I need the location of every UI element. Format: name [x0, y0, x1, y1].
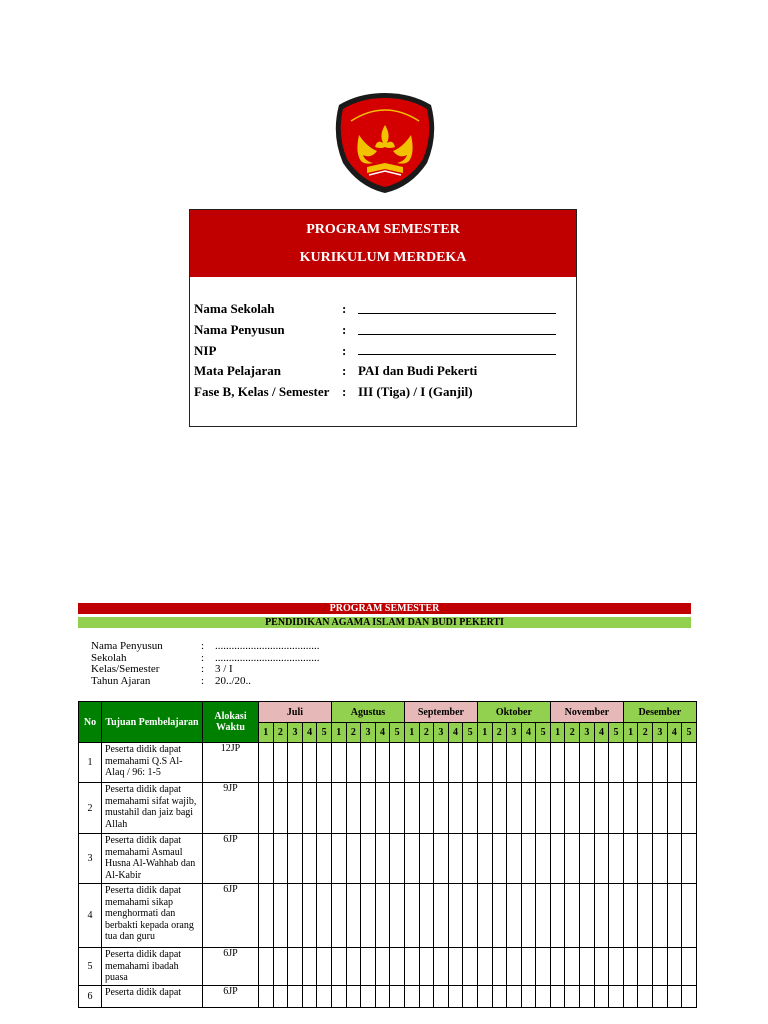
cover-row-nip: [194, 340, 576, 361]
week-cell: [667, 884, 682, 948]
cover-subtitle: KURIKULUM MERDEKA: [299, 250, 467, 265]
week-cell: [682, 985, 697, 1007]
week-cell: [375, 783, 390, 834]
table-row: [79, 834, 697, 884]
week-cell: [390, 884, 405, 948]
week-cell: [638, 783, 653, 834]
week-cell: [653, 985, 668, 1007]
week-cell: [477, 948, 492, 986]
week-cell: [550, 783, 565, 834]
week-cell: [273, 985, 288, 1007]
row-tujuan: Peserta didik dapat: [102, 985, 203, 1007]
week-cell: [463, 834, 478, 884]
row-tujuan: Peserta didik dapat memahami Q.S Al-Alaq / 96: 1-5: [102, 743, 203, 783]
cover-value: III (Tiga) / I (Ganjil): [358, 384, 473, 400]
week-cell: [638, 948, 653, 986]
cover-colon: :: [342, 363, 347, 379]
week-cell: [565, 783, 580, 834]
week-number: 3: [361, 723, 376, 743]
week-number: 5: [609, 723, 624, 743]
week-cell: [434, 834, 449, 884]
week-number: 4: [302, 723, 317, 743]
week-number: 5: [463, 723, 478, 743]
month-header: Desember: [623, 702, 696, 723]
row-tujuan: Peserta didik dapat memahami sikap menghormati dan berbakti kepada orang tua dan guru: [102, 884, 203, 948]
week-number: 3: [288, 723, 303, 743]
table-row: [79, 985, 697, 1007]
week-number: 3: [434, 723, 449, 743]
week-cell: [302, 884, 317, 948]
row-alokasi: 6JP: [203, 834, 259, 884]
week-cell: [536, 834, 551, 884]
week-cell: [565, 884, 580, 948]
week-cell: [346, 948, 361, 986]
week-number: 3: [653, 723, 668, 743]
cover-box: [189, 209, 577, 427]
week-cell: [667, 783, 682, 834]
week-cell: [580, 783, 595, 834]
week-cell: [288, 884, 303, 948]
week-cell: [463, 743, 478, 783]
week-cell: [259, 834, 274, 884]
week-cell: [521, 783, 536, 834]
week-cell: [507, 743, 522, 783]
week-cell: [521, 834, 536, 884]
week-cell: [536, 884, 551, 948]
week-cell: [507, 783, 522, 834]
week-cell: [361, 743, 376, 783]
week-cell: [580, 884, 595, 948]
week-cell: [667, 743, 682, 783]
week-cell: [404, 783, 419, 834]
week-cell: [361, 884, 376, 948]
week-cell: [521, 948, 536, 986]
info-row: [91, 641, 320, 653]
week-cell: [682, 783, 697, 834]
week-cell: [536, 985, 551, 1007]
row-alokasi: 9JP: [203, 783, 259, 834]
week-cell: [667, 834, 682, 884]
week-cell: [609, 884, 624, 948]
week-cell: [536, 743, 551, 783]
week-cell: [609, 985, 624, 1007]
cover-blank-line: [358, 344, 556, 355]
header-no: No: [79, 702, 102, 743]
week-cell: [653, 948, 668, 986]
cover-blank-line: [358, 303, 556, 314]
week-number: 5: [317, 723, 332, 743]
info-label: Nama Penyusun: [91, 640, 163, 652]
week-cell: [331, 783, 346, 834]
week-cell: [317, 783, 332, 834]
week-cell: [638, 985, 653, 1007]
week-cell: [331, 985, 346, 1007]
week-cell: [653, 884, 668, 948]
info-value: ......................................: [215, 640, 320, 652]
info-row: [91, 676, 320, 688]
week-number: 1: [550, 723, 565, 743]
table-row: [79, 743, 697, 783]
week-cell: [273, 743, 288, 783]
table-row: [79, 948, 697, 986]
week-cell: [492, 743, 507, 783]
week-cell: [536, 948, 551, 986]
week-cell: [302, 783, 317, 834]
month-header: Oktober: [477, 702, 550, 723]
sheet-info: [91, 641, 320, 687]
week-cell: [653, 743, 668, 783]
week-cell: [273, 884, 288, 948]
week-number: 1: [623, 723, 638, 743]
week-cell: [390, 834, 405, 884]
cover-label: Mata Pelajaran: [194, 363, 282, 379]
week-number: 1: [477, 723, 492, 743]
week-number: 5: [682, 723, 697, 743]
week-cell: [259, 884, 274, 948]
week-cell: [594, 948, 609, 986]
week-cell: [550, 834, 565, 884]
week-cell: [638, 884, 653, 948]
cover-colon: :: [342, 301, 347, 317]
week-cell: [404, 948, 419, 986]
week-cell: [448, 743, 463, 783]
week-cell: [580, 834, 595, 884]
week-cell: [623, 743, 638, 783]
week-cell: [463, 985, 478, 1007]
week-number: 1: [404, 723, 419, 743]
week-cell: [361, 985, 376, 1007]
week-cell: [302, 948, 317, 986]
week-number: 2: [492, 723, 507, 743]
week-cell: [273, 783, 288, 834]
week-number: 3: [580, 723, 595, 743]
week-cell: [448, 783, 463, 834]
week-cell: [653, 834, 668, 884]
info-row: [91, 664, 320, 676]
week-cell: [623, 834, 638, 884]
week-cell: [609, 743, 624, 783]
week-cell: [419, 948, 434, 986]
schedule-table: [78, 701, 697, 1008]
week-cell: [404, 884, 419, 948]
week-cell: [404, 834, 419, 884]
row-alokasi: 6JP: [203, 948, 259, 986]
week-cell: [273, 834, 288, 884]
week-cell: [419, 985, 434, 1007]
info-label: Tahun Ajaran: [91, 674, 151, 687]
week-cell: [346, 743, 361, 783]
week-cell: [477, 884, 492, 948]
info-value: 20../20..: [215, 674, 252, 687]
cover-blank-line: [358, 324, 556, 335]
week-number: 1: [259, 723, 274, 743]
week-cell: [346, 985, 361, 1007]
week-cell: [288, 743, 303, 783]
week-cell: [492, 948, 507, 986]
week-cell: [419, 743, 434, 783]
week-cell: [477, 834, 492, 884]
week-cell: [580, 743, 595, 783]
week-cell: [594, 783, 609, 834]
week-cell: [302, 985, 317, 1007]
cover-colon: :: [342, 322, 347, 338]
week-cell: [375, 884, 390, 948]
week-cell: [507, 884, 522, 948]
week-cell: [623, 948, 638, 986]
info-label: Kelas/Semester: [91, 663, 160, 675]
week-cell: [302, 834, 317, 884]
week-cell: [477, 743, 492, 783]
week-cell: [317, 743, 332, 783]
week-cell: [594, 884, 609, 948]
week-cell: [521, 884, 536, 948]
row-alokasi: 6JP: [203, 985, 259, 1007]
row-number: 1: [79, 743, 102, 783]
info-value: ......................................: [215, 651, 320, 664]
tut-wuri-handayani-logo: [331, 91, 439, 195]
week-cell: [682, 948, 697, 986]
week-cell: [317, 884, 332, 948]
week-cell: [331, 834, 346, 884]
week-cell: [638, 743, 653, 783]
week-number: 2: [638, 723, 653, 743]
week-cell: [565, 948, 580, 986]
week-cell: [609, 834, 624, 884]
row-alokasi: 6JP: [203, 884, 259, 948]
week-number: 4: [375, 723, 390, 743]
week-number: 2: [273, 723, 288, 743]
week-cell: [638, 834, 653, 884]
week-cell: [361, 948, 376, 986]
week-cell: [623, 884, 638, 948]
week-cell: [521, 985, 536, 1007]
week-number: 4: [448, 723, 463, 743]
week-cell: [346, 834, 361, 884]
row-number: 4: [79, 884, 102, 948]
week-cell: [288, 948, 303, 986]
week-cell: [682, 884, 697, 948]
week-cell: [594, 985, 609, 1007]
week-cell: [259, 985, 274, 1007]
week-cell: [390, 783, 405, 834]
week-number: 2: [346, 723, 361, 743]
week-cell: [448, 985, 463, 1007]
week-cell: [448, 834, 463, 884]
week-cell: [375, 985, 390, 1007]
week-cell: [288, 834, 303, 884]
week-cell: [331, 884, 346, 948]
row-number: 2: [79, 783, 102, 834]
month-header: November: [550, 702, 623, 723]
week-cell: [580, 985, 595, 1007]
cover-colon: :: [342, 342, 347, 358]
row-tujuan: Peserta didik dapat memahami sifat wajib, mustahil dan jaiz bagi Allah: [102, 783, 203, 834]
cover-title: PROGRAM SEMESTER: [306, 222, 460, 237]
week-cell: [492, 783, 507, 834]
week-cell: [346, 783, 361, 834]
week-cell: [331, 743, 346, 783]
week-cell: [609, 948, 624, 986]
week-cell: [565, 985, 580, 1007]
week-cell: [448, 948, 463, 986]
week-cell: [507, 834, 522, 884]
week-cell: [390, 948, 405, 986]
week-cell: [288, 783, 303, 834]
week-cell: [492, 884, 507, 948]
week-number: 3: [507, 723, 522, 743]
info-colon: :: [201, 651, 205, 664]
week-cell: [623, 783, 638, 834]
cover-label: Fase B, Kelas / Semester: [194, 384, 330, 400]
month-header: September: [404, 702, 477, 723]
week-cell: [434, 884, 449, 948]
week-cell: [682, 834, 697, 884]
week-cell: [331, 948, 346, 986]
row-number: 3: [79, 834, 102, 884]
week-cell: [419, 783, 434, 834]
week-cell: [565, 743, 580, 783]
cover-label: Nama Sekolah: [194, 301, 275, 317]
cover-fields: [190, 277, 576, 402]
info-colon: :: [201, 663, 205, 675]
sheet-subtitle: PENDIDIKAN AGAMA ISLAM DAN BUDI PEKERTI: [78, 617, 691, 628]
week-cell: [375, 834, 390, 884]
week-cell: [419, 884, 434, 948]
week-cell: [623, 985, 638, 1007]
row-tujuan: Peserta didik dapat memahami Asmaul Husna Al-Wahhab dan Al-Kabir: [102, 834, 203, 884]
week-cell: [419, 834, 434, 884]
week-cell: [463, 948, 478, 986]
header-alokasi: Alokasi Waktu: [203, 702, 259, 743]
info-value: 3 / I: [215, 663, 233, 675]
info-label: Sekolah: [91, 651, 127, 664]
cover-colon: :: [342, 384, 347, 400]
week-cell: [390, 985, 405, 1007]
week-number: 2: [419, 723, 434, 743]
week-cell: [667, 948, 682, 986]
week-cell: [317, 985, 332, 1007]
week-cell: [653, 783, 668, 834]
week-cell: [594, 834, 609, 884]
row-tujuan: Peserta didik dapat memahami ibadah puasa: [102, 948, 203, 986]
cover-value: PAI dan Budi Pekerti: [358, 363, 478, 379]
week-cell: [434, 743, 449, 783]
row-alokasi: 12JP: [203, 743, 259, 783]
week-number: 4: [521, 723, 536, 743]
week-cell: [434, 783, 449, 834]
cover-header: [190, 210, 576, 277]
info-colon: :: [201, 640, 205, 652]
week-cell: [288, 985, 303, 1007]
week-cell: [521, 743, 536, 783]
week-number: 1: [331, 723, 346, 743]
week-cell: [317, 834, 332, 884]
week-cell: [594, 743, 609, 783]
cover-label: NIP: [194, 342, 217, 358]
week-cell: [259, 783, 274, 834]
week-cell: [390, 743, 405, 783]
week-cell: [682, 743, 697, 783]
week-cell: [346, 884, 361, 948]
cover-label: Nama Penyusun: [194, 322, 285, 338]
table-row: [79, 884, 697, 948]
week-cell: [317, 948, 332, 986]
week-cell: [434, 985, 449, 1007]
row-number: 5: [79, 948, 102, 986]
week-cell: [273, 948, 288, 986]
week-cell: [536, 783, 551, 834]
table-row: [79, 783, 697, 834]
week-cell: [404, 985, 419, 1007]
week-cell: [667, 985, 682, 1007]
week-number: 4: [667, 723, 682, 743]
row-number: 6: [79, 985, 102, 1007]
info-colon: :: [201, 674, 205, 687]
week-cell: [492, 834, 507, 884]
week-cell: [492, 985, 507, 1007]
week-cell: [565, 834, 580, 884]
week-cell: [550, 948, 565, 986]
cover-row-nama-penyusun: [194, 320, 576, 341]
week-cell: [477, 783, 492, 834]
header-tujuan: Tujuan Pembelajaran: [102, 702, 203, 743]
week-cell: [434, 948, 449, 986]
week-cell: [375, 743, 390, 783]
cover-row-nama-sekolah: [194, 299, 576, 320]
week-cell: [463, 884, 478, 948]
cover-row-fase-kelas: [194, 382, 576, 403]
week-cell: [550, 743, 565, 783]
week-cell: [550, 884, 565, 948]
week-number: 4: [594, 723, 609, 743]
week-cell: [302, 743, 317, 783]
week-number: 5: [536, 723, 551, 743]
week-cell: [477, 985, 492, 1007]
week-number: 2: [565, 723, 580, 743]
week-cell: [507, 948, 522, 986]
week-cell: [361, 834, 376, 884]
week-cell: [404, 743, 419, 783]
week-cell: [259, 948, 274, 986]
week-cell: [259, 743, 274, 783]
week-cell: [375, 948, 390, 986]
week-cell: [507, 985, 522, 1007]
week-cell: [580, 948, 595, 986]
week-cell: [448, 884, 463, 948]
week-cell: [463, 783, 478, 834]
week-number: 5: [390, 723, 405, 743]
sheet-title: PROGRAM SEMESTER: [78, 603, 691, 614]
week-cell: [550, 985, 565, 1007]
month-header: Agustus: [331, 702, 404, 723]
week-cell: [609, 783, 624, 834]
week-cell: [361, 783, 376, 834]
cover-row-mata-pelajaran: [194, 361, 576, 382]
month-header: Juli: [259, 702, 332, 723]
